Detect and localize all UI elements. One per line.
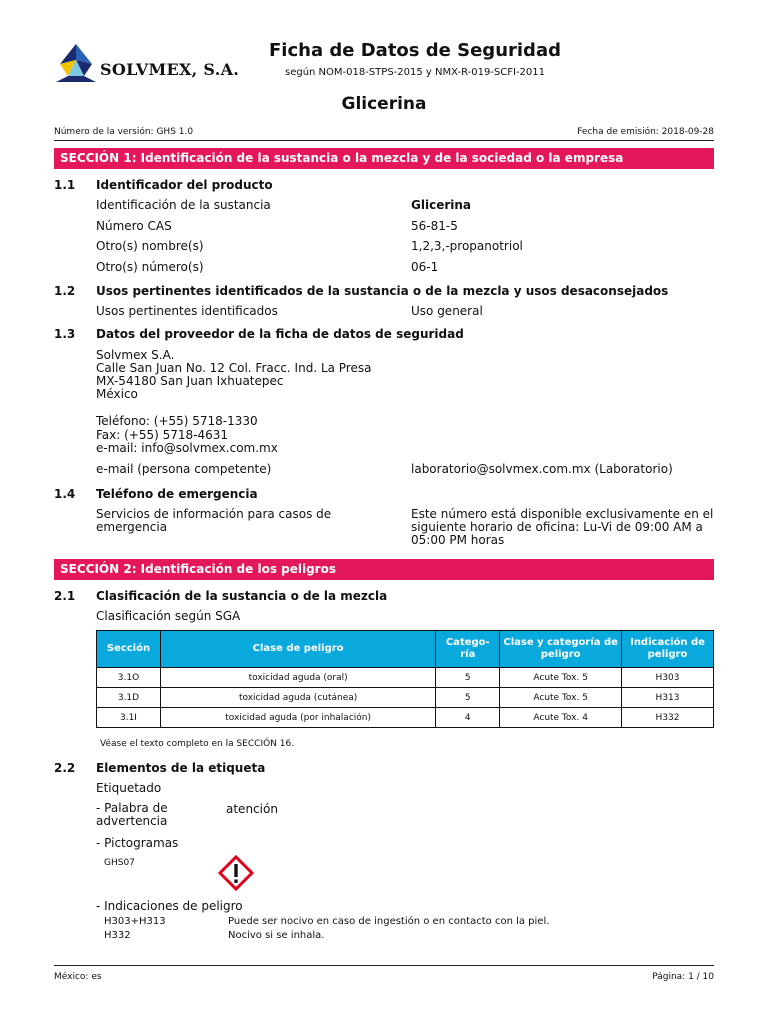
ghs-classification-table (96, 630, 714, 728)
table-cell: Acute Tox. 5 (500, 688, 622, 708)
subsection-number: 1.3 (54, 327, 76, 341)
table-cell: Acute Tox. 5 (500, 668, 622, 688)
table-cell: toxicidad aguda (cutánea) (160, 688, 435, 708)
exclamation-mark-hazard-icon (218, 855, 254, 891)
section-1-header: SECCIÓN 1: Identificación de la sustancia o la mezcla y de la sociedad o la empresa (54, 148, 714, 169)
table-cell: H303 (622, 668, 714, 688)
table-cell: toxicidad aguda (por inhalación) (160, 708, 435, 728)
supplier-name: Solvmex S.A. (96, 348, 175, 362)
pictogram-code: GHS07 (104, 858, 135, 868)
company-name: SOLVMEX, S.A. (100, 60, 240, 79)
hazard-text: Puede ser nocivo en caso de ingestión o en contacto con la piel. (228, 916, 550, 927)
table-row (97, 708, 714, 728)
issue-date: Fecha de emisión: 2018-09-28 (577, 127, 714, 137)
hazard-statements-label: - Indicaciones de peligro (96, 899, 243, 913)
footer-locale: México: es (54, 972, 102, 982)
subsection-number: 1.4 (54, 487, 76, 501)
subsection-title: Usos pertinentes identificados de la sustancia o de la mezcla y usos desaconsejados (96, 284, 669, 298)
subsection-title: Clasificación de la sustancia o de la mezcla (96, 589, 388, 603)
other-numbers-label: Otro(s) número(s) (96, 260, 204, 274)
subsection-number: 2.1 (54, 589, 76, 603)
table-row (97, 688, 714, 708)
hazard-code: H303+H313 (104, 916, 166, 927)
uses-value: Uso general (411, 304, 483, 318)
table-footnote: Véase el texto completo en la SECCIÓN 16. (100, 739, 295, 749)
table-cell: Acute Tox. 4 (500, 708, 622, 728)
column-header: Clase y categoría de peligro (500, 631, 622, 668)
signal-word-value: atención (226, 802, 278, 816)
table-header-row (97, 631, 714, 668)
table-cell: H332 (622, 708, 714, 728)
footer-divider (54, 965, 714, 966)
signal-word-label-line: advertencia (96, 814, 168, 828)
supplier-phone: Teléfono: (+55) 5718-1330 (96, 414, 258, 428)
solvmex-logo-icon (52, 42, 100, 86)
page-number: Página: 1 / 10 (652, 972, 714, 982)
supplier-street: Calle San Juan No. 12 Col. Fracc. Ind. La Presa (96, 361, 372, 375)
table-cell: H313 (622, 688, 714, 708)
subsection-title: Identificador del producto (96, 178, 273, 192)
table-cell: 3.1I (97, 708, 161, 728)
other-numbers-value: 06-1 (411, 260, 439, 274)
table-cell: 5 (436, 668, 500, 688)
other-names-label: Otro(s) nombre(s) (96, 239, 204, 253)
column-header: Indicación de peligro (622, 631, 714, 668)
document-title: Ficha de Datos de Seguridad (269, 40, 561, 61)
cas-label: Número CAS (96, 219, 172, 233)
substance-id-label: Identificación de la sustancia (96, 198, 271, 212)
supplier-country: México (96, 387, 138, 401)
product-name: Glicerina (341, 94, 427, 114)
header-divider (54, 140, 714, 141)
subsection-number: 2.2 (54, 761, 76, 775)
hazard-code: H332 (104, 930, 131, 941)
labelling-heading: Etiquetado (96, 781, 162, 795)
table-row (97, 668, 714, 688)
classification-subtitle: Clasificación según SGA (96, 609, 241, 623)
hazard-text: Nocivo si se inhala. (228, 930, 325, 941)
uses-label: Usos pertinentes identificados (96, 304, 278, 318)
section-2-header: SECCIÓN 2: Identificación de los peligros (54, 559, 714, 580)
subsection-number: 1.2 (54, 284, 76, 298)
subsection-title: Teléfono de emergencia (96, 487, 258, 501)
emergency-value-line: 05:00 PM horas (411, 533, 505, 547)
subsection-number: 1.1 (54, 178, 76, 192)
table-cell: 3.1D (97, 688, 161, 708)
signal-word-label-line: - Palabra de (96, 801, 168, 815)
document-subtitle: según NOM-018-STPS-2015 y NMX-R-019-SCFI-2011 (284, 67, 546, 78)
supplier-email: e-mail: info@solvmex.com.mx (96, 441, 278, 455)
supplier-fax: Fax: (+55) 5718-4631 (96, 428, 229, 442)
column-header: Sección (97, 631, 161, 668)
pictograms-label: - Pictogramas (96, 836, 179, 850)
supplier-city: MX-54180 San Juan Ixhuatepec (96, 374, 284, 388)
column-header: Catego-ría (436, 631, 500, 668)
emergency-label-line: emergencia (96, 520, 168, 534)
emergency-value-line: siguiente horario de oficina: Lu-Vi de 09:00 AM a (411, 520, 703, 534)
column-header: Clase de peligro (160, 631, 435, 668)
table-cell: 4 (436, 708, 500, 728)
emergency-value-line: Este número está disponible exclusivamente en el (411, 507, 714, 521)
table-cell: 5 (436, 688, 500, 708)
emergency-label-line: Servicios de información para casos de (96, 507, 332, 521)
competent-email-value: laboratorio@solvmex.com.mx (Laboratorio) (411, 462, 673, 476)
other-names-value: 1,2,3,-propanotriol (411, 239, 523, 253)
table-cell: 3.1O (97, 668, 161, 688)
subsection-title: Elementos de la etiqueta (96, 761, 266, 775)
subsection-title: Datos del proveedor de la ficha de datos de seguridad (96, 327, 464, 341)
version-number: Número de la versión: GHS 1.0 (54, 127, 194, 137)
cas-value: 56-81-5 (411, 219, 458, 233)
substance-id-value: Glicerina (411, 198, 471, 212)
competent-email-label: e-mail (persona competente) (96, 462, 272, 476)
table-cell: toxicidad aguda (oral) (160, 668, 435, 688)
